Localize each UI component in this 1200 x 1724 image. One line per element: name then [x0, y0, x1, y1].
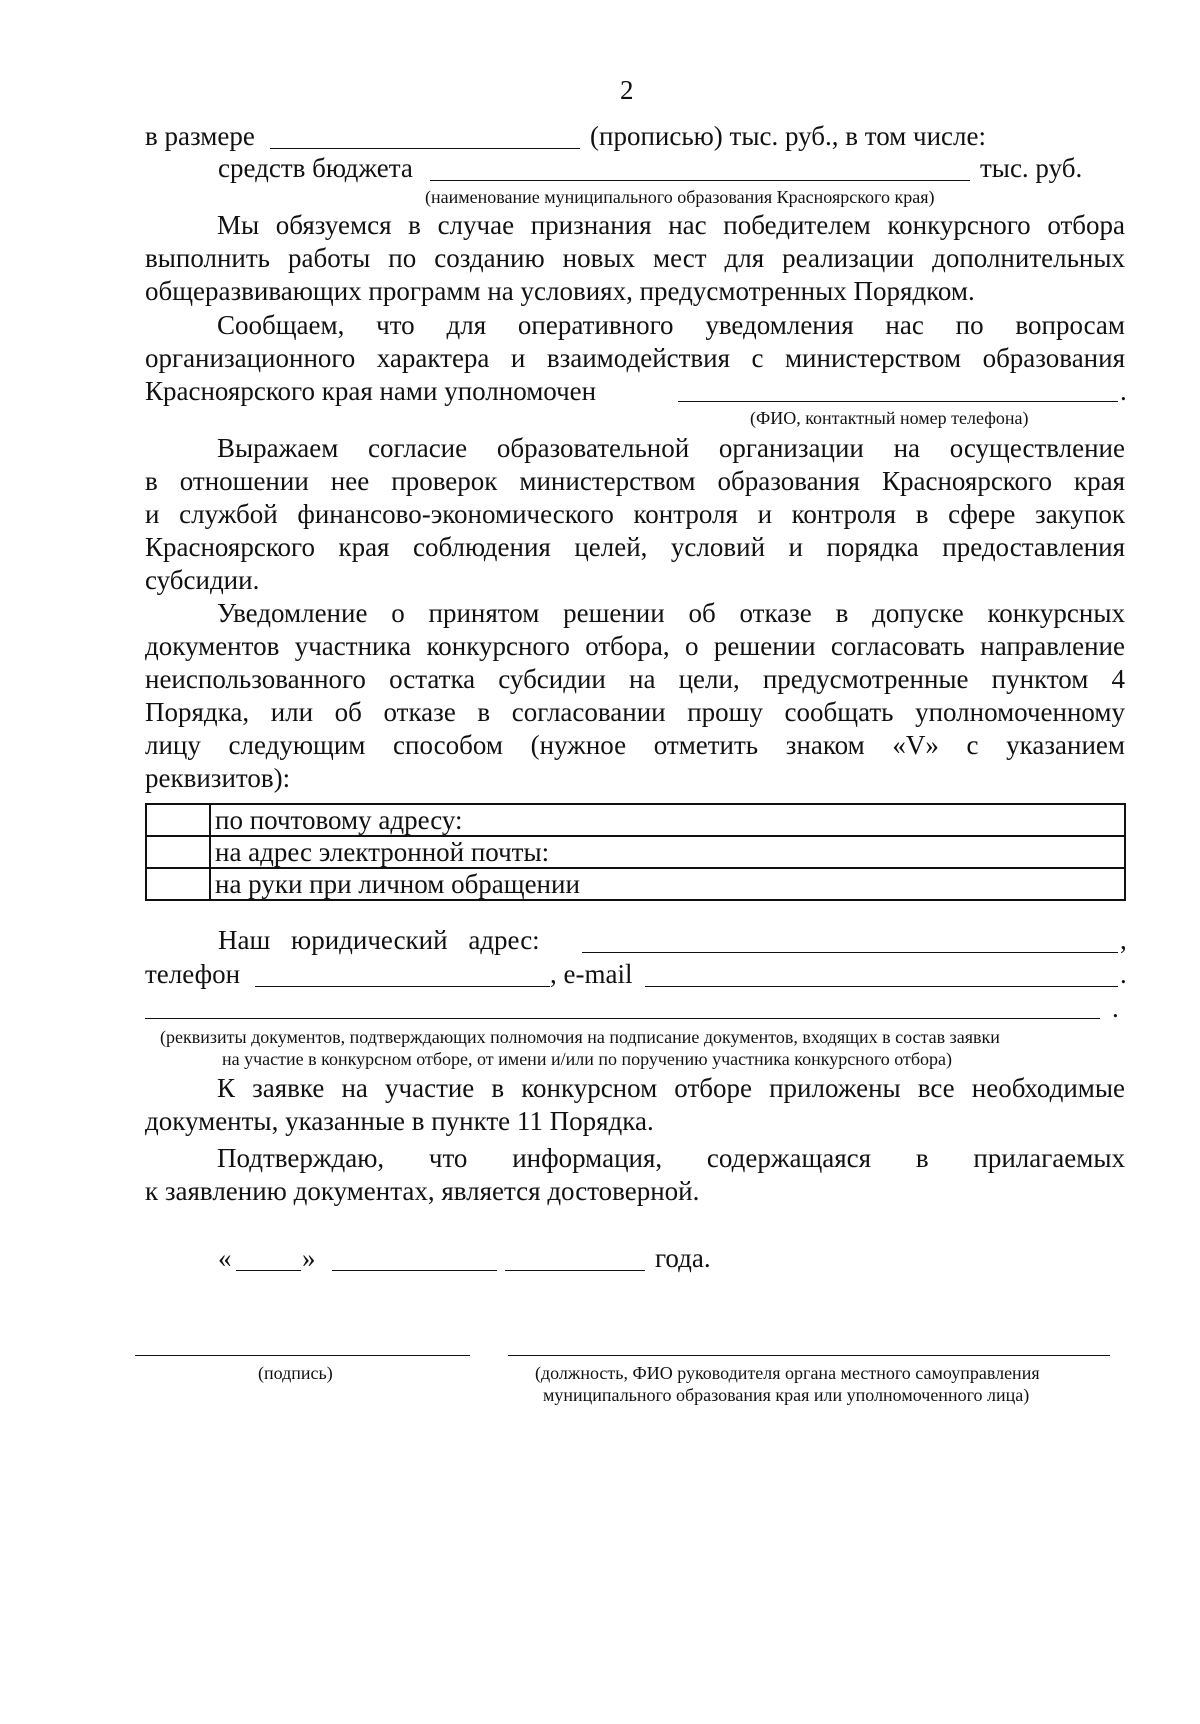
notice-paragraph: Уведомление о принятом решении об отказе в допуске конкурсных документов участника конкурсного отбора, о решении согласовать направление неиспользованного остатка субсидии на цели, предусмотренные пунктом 4 Порядка, или об отказе в согласовании прошу сообщать уполномоченному лицу следующим способом (нужное отметить знаком «V» с указанием реквизитов): — [145, 598, 1125, 793]
consent-paragraph: Выражаем согласие образовательной организации на осуществление в отношении нее проверок министерством образования Красноярского края и службой финансово-экономического контроля и контроля в сфере закупок Красноярского края соблюдения целей, условий и порядка предоставления субсидии. — [145, 433, 1125, 595]
delivery-option-label: на адрес электронной почты: — [210, 836, 1125, 868]
date-open-quote: « — [218, 1243, 232, 1273]
legal-address-blank — [582, 952, 1118, 953]
budget-caption: (наименование муниципального образования Красноярского края) — [425, 187, 935, 207]
phone-label: телефон — [145, 959, 241, 989]
delivery-option-checkbox[interactable] — [146, 868, 210, 900]
authorized-person-blank — [678, 401, 1118, 402]
authorized-person-caption: (ФИО, контактный номер телефона) — [750, 408, 1029, 428]
credentials-blank — [145, 1018, 1100, 1019]
budget-blank — [430, 180, 970, 181]
legal-address-comma: , — [1120, 925, 1127, 955]
date-year-blank — [505, 1270, 645, 1271]
contact-paragraph: Сообщаем, что для оперативного уведомления нас по вопросам организационного характера и взаимодействия с министерством образования Красноярского края нами уполномочен — [145, 310, 1125, 406]
position-line — [508, 1355, 1110, 1356]
budget-suffix: тыс. руб. — [980, 153, 1083, 183]
email-period: . — [1120, 959, 1127, 989]
page-number: 2 — [620, 75, 634, 105]
amount-blank — [270, 148, 580, 149]
amount-prefix: в размере — [145, 121, 255, 151]
phone-blank — [255, 986, 550, 987]
confirmation-paragraph: Подтверждаю, что информация, содержащаяся в прилагаемых к заявлению документах, является достоверной. — [145, 1143, 1125, 1206]
email-label: , e-mail — [550, 959, 633, 989]
credentials-period: . — [1112, 993, 1119, 1023]
delivery-option-row[interactable] — [146, 836, 1125, 868]
delivery-option-row[interactable] — [146, 868, 1125, 900]
credentials-caption-line1: (реквизиты документов, подтверждающих полномочия на подписание документов, входящих в состав заявки — [160, 1027, 1000, 1047]
date-month-blank — [332, 1270, 497, 1271]
delivery-option-label: по почтовому адресу: — [210, 804, 1125, 836]
date-day-blank — [236, 1270, 301, 1271]
date-year-word: года. — [655, 1243, 711, 1273]
date-close-quote: » — [302, 1243, 316, 1273]
obligation-paragraph: Мы обязуемся в случае признания нас победителем конкурсного отбора выполнить работы по созданию новых мест для реализации дополнительных общеразвивающих программ на условиях, предусмотренных Порядком. — [145, 210, 1125, 306]
legal-address-label: Наш юридический адрес: — [218, 925, 540, 955]
delivery-option-checkbox[interactable] — [146, 836, 210, 868]
position-caption-line2: муниципального образования края или уполномоченного лица) — [543, 1385, 1030, 1405]
delivery-option-checkbox[interactable] — [146, 804, 210, 836]
signature-caption: (подпись) — [258, 1363, 333, 1383]
credentials-caption-line2: на участие в конкурсном отборе, от имени и/или по поручению участника конкурсного отбора) — [222, 1049, 953, 1069]
attachment-paragraph: К заявке на участие в конкурсном отборе приложены все необходимые документы, указанные в пункте 11 Порядка. — [145, 1073, 1125, 1136]
delivery-options-table — [145, 803, 1126, 901]
position-caption-line1: (должность, ФИО руководителя органа местного самоуправления — [535, 1363, 1040, 1383]
amount-suffix: (прописью) тыс. руб., в том числе: — [590, 121, 986, 151]
email-blank — [645, 986, 1118, 987]
signature-line — [135, 1355, 470, 1356]
authorized-person-period: . — [1120, 376, 1127, 406]
delivery-option-row[interactable] — [146, 804, 1125, 836]
budget-prefix: средств бюджета — [218, 153, 413, 183]
delivery-option-label: на руки при личном обращении — [210, 868, 1125, 900]
